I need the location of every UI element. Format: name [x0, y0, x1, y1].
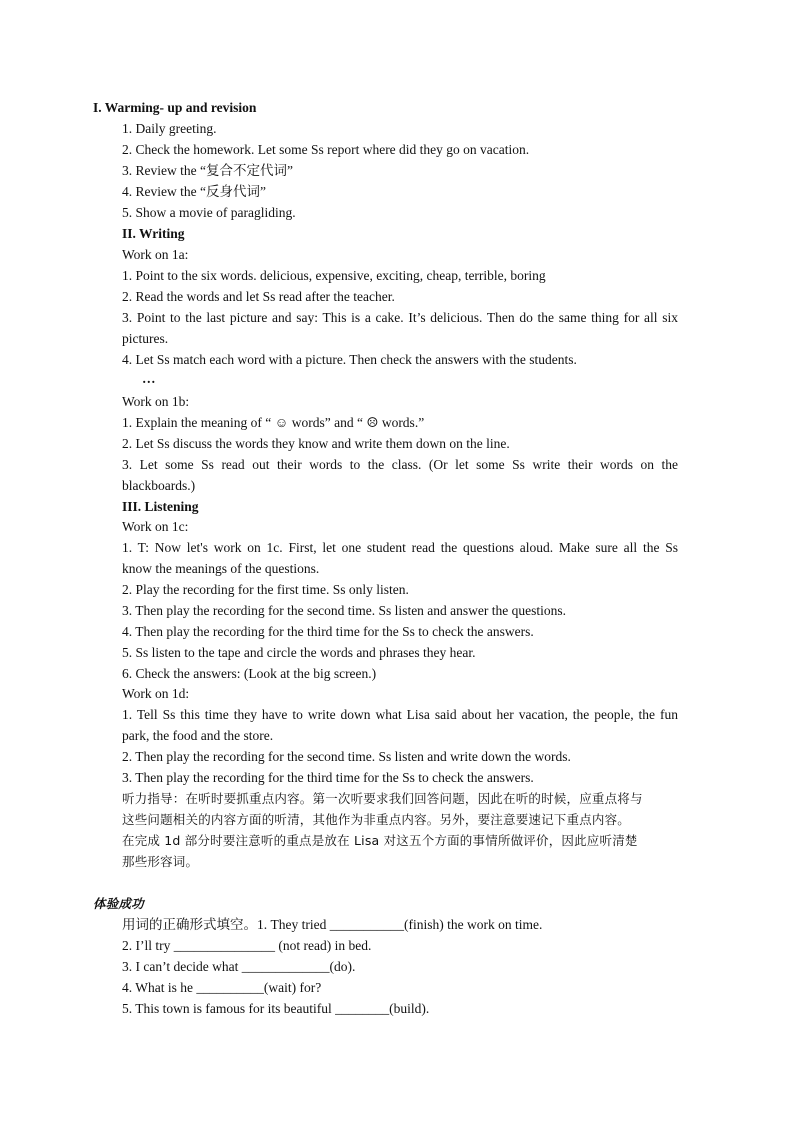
section-heading-listening: III. Listening: [122, 499, 199, 514]
listening-guidance-line: 在完成 1d 部分时要注意听的重点是放在 Lisa 对这五个方面的事情所做评价，因此应听清楚: [122, 833, 638, 848]
subheading-1b: Work on 1b:: [122, 394, 190, 409]
list-item: 3. Review the “复合不定代词”: [122, 163, 293, 178]
list-item-continuation: park, the food and the store.: [122, 728, 274, 743]
list-item: 5. Ss listen to the tape and circle the words and phrases they hear.: [122, 645, 476, 660]
list-item-continuation: blackboards.): [122, 478, 196, 493]
subheading-1c: Work on 1c:: [122, 519, 189, 534]
list-item: 4. Then play the recording for the third time for the Ss to check the answers.: [122, 624, 534, 639]
list-item: 2. Let Ss discuss the words they know and write them down on the line.: [122, 436, 510, 451]
listening-guidance-line: 听力指导：在听时要抓重点内容。第一次听要求我们回答问题，因此在听的时候，应重点将与: [122, 791, 643, 806]
section-heading-warming-up: I. Warming- up and revision: [93, 100, 257, 115]
list-item: 4. Review the “反身代词”: [122, 184, 266, 199]
list-item: 3. Then play the recording for the second time. Ss listen and answer the questions.: [122, 603, 567, 618]
exercise-item: 4. What is he __________(wait) for?: [122, 980, 322, 995]
exercise-item: 3. I can’t decide what _____________(do).: [122, 959, 356, 974]
list-item: 3. Then play the recording for the third time for the Ss to check the answers.: [122, 770, 534, 785]
list-item: 2. Check the homework. Let some Ss report where did they go on vacation.: [122, 142, 530, 157]
list-item: 1. Daily greeting.: [122, 121, 217, 136]
list-item: 3. Let some Ss read out their words to the class. (Or let some Ss write their words on the: [122, 457, 678, 472]
exercise-item: 2. I’ll try _______________ (not read) in bed.: [122, 938, 372, 953]
section-heading-writing: II. Writing: [122, 226, 185, 241]
list-item: 2. Then play the recording for the second time. Ss listen and write down the words.: [122, 749, 571, 764]
list-item: 3. Point to the last picture and say: This is a cake. It’s delicious. Then do the same thing for all six: [122, 310, 678, 325]
list-item: 1. Tell Ss this time they have to write down what Lisa said about her vacation, the people, the fun: [122, 707, 678, 722]
list-item: 1. Point to the six words. delicious, expensive, exciting, cheap, terrible, boring: [122, 268, 546, 283]
listening-guidance-line: 那些形容词。: [122, 854, 199, 869]
list-item-continuation: know the meanings of the questions.: [122, 561, 320, 576]
list-item: 1. Explain the meaning of “ ☺ words” and “ ☹ words.”: [122, 415, 425, 430]
practice-heading: 体验成功: [93, 896, 144, 911]
list-item: 4. Let Ss match each word with a picture. Then check the answers with the students.: [122, 352, 577, 367]
list-item: 6. Check the answers: (Look at the big screen.): [122, 666, 377, 681]
ellipsis: …: [142, 371, 156, 386]
list-item: 5. Show a movie of paragliding.: [122, 205, 296, 220]
list-item: 1. T: Now let's work on 1c. First, let one student read the questions aloud. Make sure all the Ss: [122, 540, 678, 555]
subheading-1d: Work on 1d:: [122, 686, 190, 701]
list-item: 2. Play the recording for the first time. Ss only listen.: [122, 582, 409, 597]
list-item: 2. Read the words and let Ss read after the teacher.: [122, 289, 395, 304]
exercise-item: 用词的正确形式填空。1. They tried ___________(finish) the work on time.: [122, 917, 543, 932]
listening-guidance-line: 这些问题相关的内容方面的听清，其他作为非重点内容。另外，要注意要速记下重点内容。: [122, 812, 631, 827]
exercise-item: 5. This town is famous for its beautiful ________(build).: [122, 1001, 430, 1016]
subheading-1a: Work on 1a:: [122, 247, 189, 262]
list-item-continuation: pictures.: [122, 331, 169, 346]
